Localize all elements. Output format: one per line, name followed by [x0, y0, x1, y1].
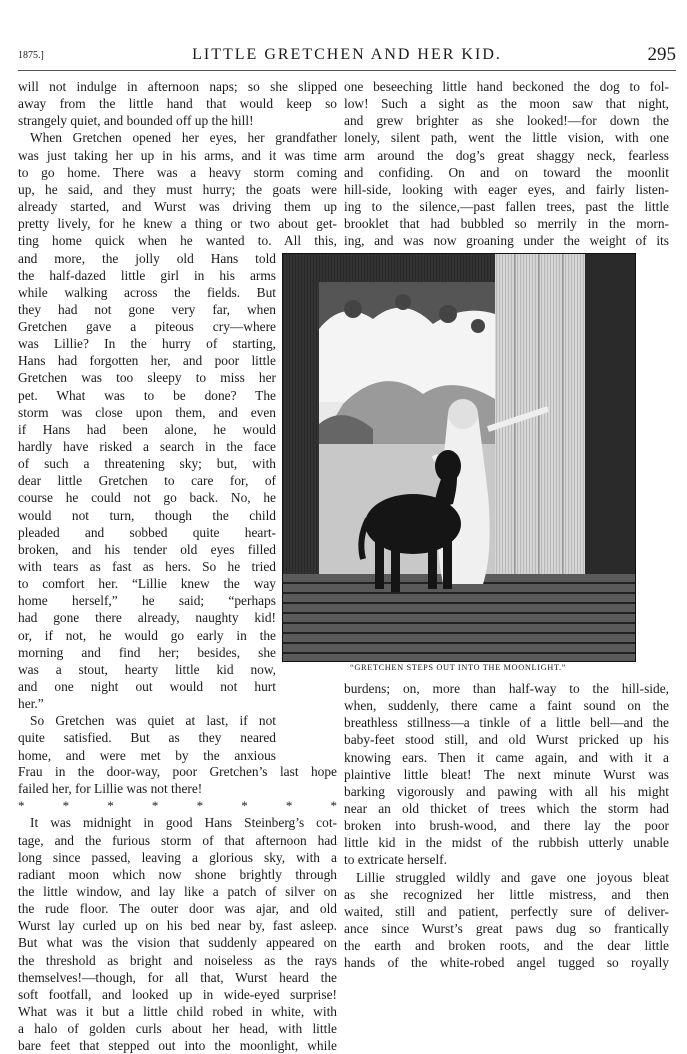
text-line: ance since Wurst’s great paws dug so frantically: [344, 920, 669, 936]
text-line: quite satisfied. But as they neared: [18, 730, 276, 746]
text-line: with tears as fast as hers. So he tried: [18, 559, 276, 575]
text-line: one beseeching little hand beckoned the dog to fol-: [344, 79, 669, 94]
text-line: waited, still and patient, perfectly sure of deliver-: [344, 903, 669, 919]
illustration-caption: “GRETCHEN STEPS OUT INTO THE MOONLIGHT.”: [350, 663, 566, 672]
text-line: they had not gone very far, when: [18, 301, 276, 317]
text-line: bare feet that stepped out into the moonlight, while: [18, 1038, 337, 1054]
left-column-block-2: [18, 250, 276, 764]
text-line: burdens; on, more than half-way to the hill-side,: [344, 681, 669, 696]
text-line: the earth and broken roots, and the dear little: [344, 938, 669, 954]
text-line: * * * * * * * *: [18, 798, 337, 814]
text-line: home herself,” he said; “perhaps: [18, 593, 276, 609]
text-line: already started, and Wurst was driving them up: [18, 198, 337, 214]
text-line: Frau in the door-way, poor Gretchen’s last hope: [18, 764, 337, 779]
text-line: ting home quick when he wanted to. All this,: [18, 233, 337, 249]
text-line: Lillie struggled wildly and gave one joyous bleat: [356, 869, 669, 885]
text-line: morning and find her; besides, she: [18, 644, 276, 660]
engraving-illustration: [282, 253, 636, 662]
text-line: pleaded and sobbed quite heart-: [18, 524, 276, 540]
header-title: LITTLE GRETCHEN AND HER KID.: [192, 46, 502, 63]
text-line: hill-side, looking with eager eyes, and fairly listen-: [344, 181, 669, 197]
text-line: was just taking her up in his arms, and it was time: [18, 147, 337, 163]
text-line: low! Such a sight as the moon saw that night,: [344, 96, 669, 112]
text-line: would not turn, though the child: [18, 507, 276, 523]
text-line: to go home. There was a heavy storm coming: [18, 164, 337, 180]
text-line: the little window, and lay like a patch of silver on: [18, 883, 337, 899]
text-line: long since passed, leaving a glorious sky, with a: [18, 849, 337, 865]
text-line: little kid in the midst of the rubbish utterly unable: [344, 835, 669, 851]
text-line: as she recognized her little mistress, and then: [344, 886, 669, 902]
right-column-block-2: [344, 680, 669, 971]
text-line: dear little Gretchen to care for, of: [18, 473, 276, 489]
text-line: failed her, for Lillie was not there!: [18, 781, 203, 797]
text-line: to extricate herself.: [344, 852, 447, 868]
text-line: to comfort her. “Lillie knew the way: [18, 576, 276, 592]
text-line: and one night out would not hurt: [18, 679, 276, 695]
text-line: hardly have risked a search in the face: [18, 439, 276, 455]
text-line: knowing ears. Then it came again, and with it a: [344, 749, 669, 765]
text-line: pet. What was to be done? The: [18, 387, 276, 403]
text-line: arm around the dog’s great shaggy neck, fearless: [344, 147, 669, 163]
text-line: barking vigorously and pawing with all his might: [344, 783, 669, 799]
text-line: baby-feet stood still, and old Wurst pricked up his: [344, 732, 669, 748]
text-line: Wurst lay curled up on his bed near by, fast asleep.: [18, 918, 337, 934]
text-line: was a stout, hearty little kid now,: [18, 661, 276, 677]
text-line: What was it but a little child robed in white, with: [18, 1003, 337, 1019]
text-line: while walking across the fields. But: [18, 284, 276, 300]
text-line: But what was the vision that suddenly appeared on: [18, 935, 337, 951]
text-line: and grew brighter as she looked!—for down the: [344, 113, 669, 129]
text-line: lonely, silent path, went the little vision, with one: [344, 130, 669, 146]
text-line: a halo of golden curls about her head, with little: [18, 1021, 337, 1037]
header-year: 1875.]: [18, 50, 44, 61]
text-line: near an old thicket of trees which the storm had: [344, 800, 669, 816]
text-line: hands of the white-robed angel tugged so royally: [344, 955, 669, 971]
text-line: course he could not go back. No, he: [18, 490, 276, 506]
text-line: and more, the jolly old Hans told: [18, 250, 276, 266]
text-line: tage, and the furious storm of that afternoon had: [18, 832, 337, 848]
text-line: up, he said, and they must hurry; the goats were: [18, 181, 337, 197]
text-line: Gretchen gave a piteous cry—where: [18, 319, 276, 335]
text-line: the threshold as bright and noiseless as the rays: [18, 952, 337, 968]
text-line: Gretchen was too sleepy to miss her: [18, 370, 276, 386]
text-line: the half-dazed little girl in his arms: [18, 267, 276, 283]
text-line: storm was close upon them, and even: [18, 404, 276, 420]
text-line: ing, and was now groaning under the weight of its: [344, 233, 669, 249]
text-line: ing to the silence,—past fallen trees, past the little: [344, 198, 669, 214]
left-column-block-3: [18, 763, 337, 1054]
text-line: was Lillie? In the hurry of starting,: [18, 336, 276, 352]
text-line: So Gretchen was quiet at last, if not: [30, 713, 276, 729]
text-line: radiant moon which now shone brightly through: [18, 866, 337, 882]
text-line: broken, and his tender old eyes filled: [18, 541, 276, 557]
text-line: home, and were met by the anxious: [18, 747, 276, 763]
text-line: her.”: [18, 696, 44, 712]
text-line: away from the little hand that would keep so: [18, 96, 337, 112]
header-rule: [18, 70, 676, 71]
text-line: plaintive little bleat! The next minute Wurst was: [344, 766, 669, 782]
text-line: will not indulge in afternoon naps; so she slipped: [18, 79, 337, 94]
text-line: When Gretchen opened her eyes, her grandfather: [30, 130, 337, 146]
text-line: breathless stillness—a tinkle of a little bell—and the: [344, 715, 669, 731]
left-column-block-1: [18, 78, 337, 249]
right-column-block-1: [344, 78, 669, 249]
text-line: brooklet that had bubbled so merrily in the morn-: [344, 216, 669, 232]
text-line: the rude floor. The outer door was ajar, and old: [18, 901, 337, 917]
text-line: when, suddenly, there came a faint sound on the: [344, 698, 669, 714]
text-line: strangely quiet, and bounded off up the hill!: [18, 113, 254, 129]
text-line: It was midnight in good Hans Steinberg’s cot-: [30, 815, 337, 831]
text-line: if Hans had been alone, he would: [18, 421, 276, 437]
text-line: pretty lively, for he knew a thing or two about get-: [18, 216, 337, 232]
text-line: of such a threatening sky; but, with: [18, 456, 276, 472]
text-line: soft footfall, and looked up in wide-eyed surprise!: [18, 986, 337, 1002]
text-line: Hans had forgotten her, and poor little: [18, 353, 276, 369]
text-line: themselves!—though, for all that, Wurst heard the: [18, 969, 337, 985]
running-header: [18, 44, 676, 68]
text-line: broken into brush-wood, and there lay the poor: [344, 818, 669, 834]
page-number: 295: [647, 44, 676, 65]
text-line: had gone there already, naughty kid!: [18, 610, 276, 626]
text-line: and confiding. On and on toward the moonlit: [344, 164, 669, 180]
text-line: or, if not, he would go early in the: [18, 627, 276, 643]
